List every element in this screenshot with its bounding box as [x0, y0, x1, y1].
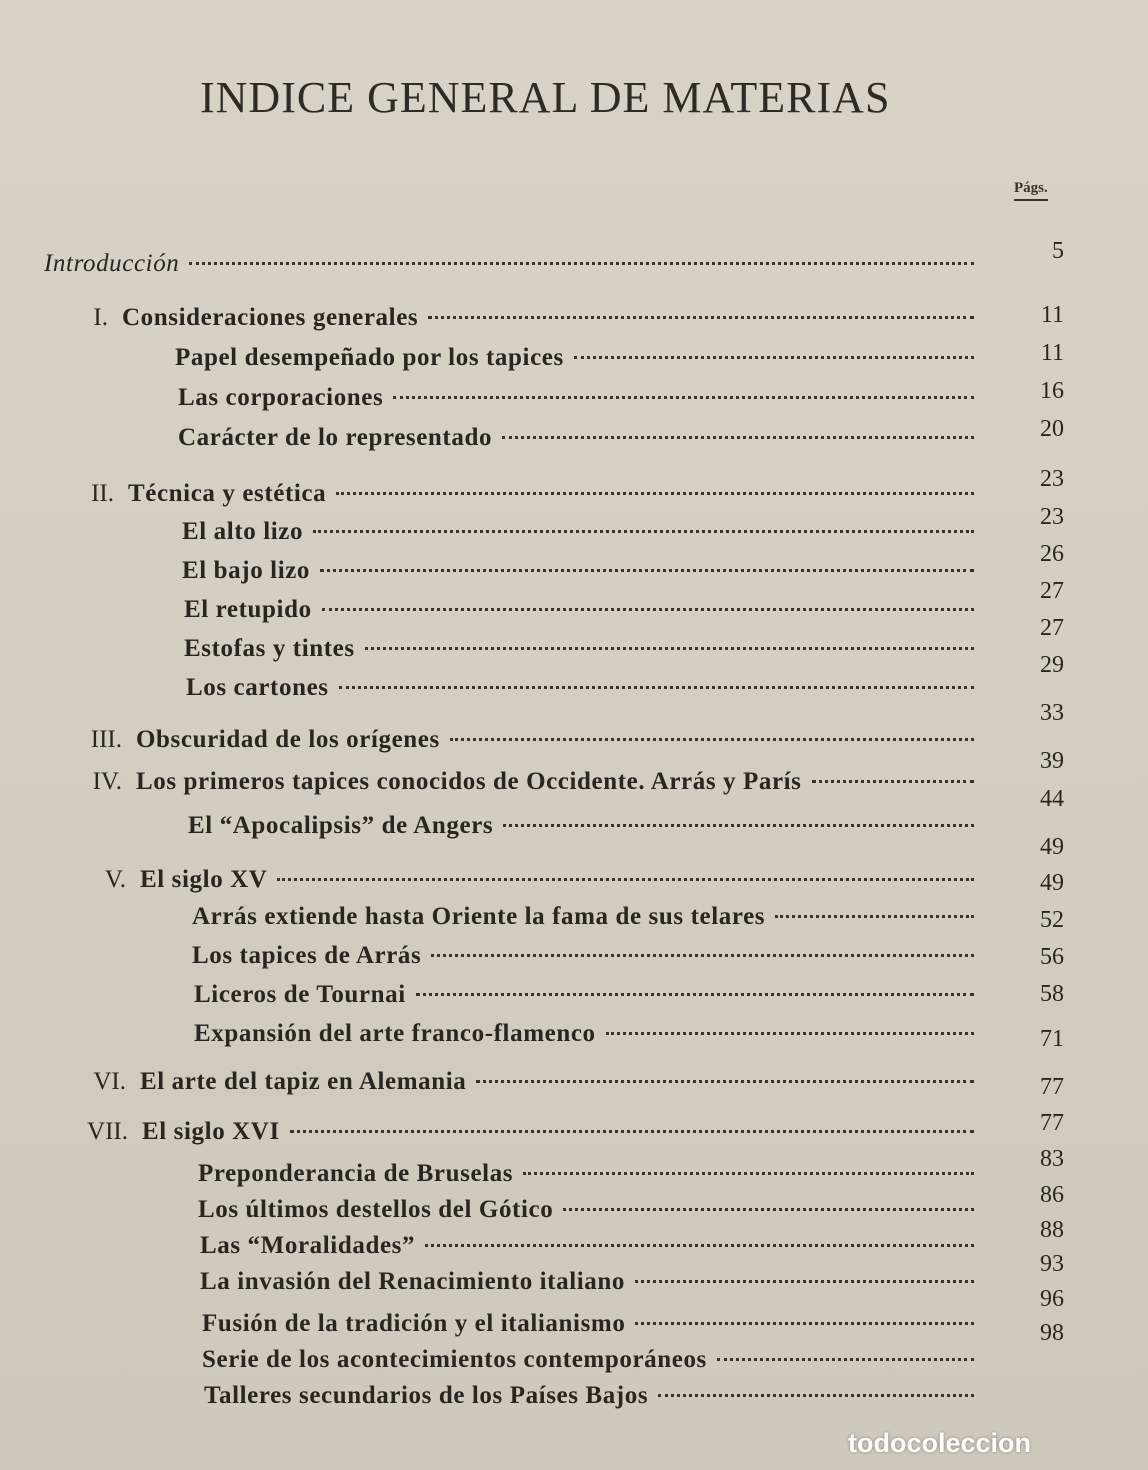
toc-entry-number: VII.: [87, 1118, 128, 1145]
toc-entry-label: Los tapices de Arrás: [192, 942, 422, 969]
toc-entry-label: Carácter de lo representado: [178, 424, 493, 451]
page-number: 26: [1040, 541, 1064, 567]
toc-entry-number: IV.: [92, 768, 122, 795]
toc-entry: [192, 903, 980, 935]
toc-entry-number: V.: [104, 866, 126, 893]
toc-entry: [74, 726, 980, 758]
page-number: 52: [1040, 907, 1064, 933]
page-number: 11: [1040, 302, 1064, 328]
dot-leader: [812, 780, 974, 783]
dot-leader: [503, 824, 974, 827]
toc-entry-label: El arte del tapiz en Alemania: [140, 1068, 467, 1095]
toc-entry-label: Obscuridad de los orígenes: [136, 726, 440, 753]
toc-entry-label: Talleres secundarios de los Países Bajos: [204, 1382, 649, 1409]
toc-entry: [202, 1310, 980, 1342]
dot-leader: [476, 1080, 974, 1083]
toc-entry: [90, 866, 980, 898]
dot-leader: [425, 1244, 974, 1247]
dot-leader: [502, 436, 974, 439]
toc-entry: [184, 596, 980, 628]
page-number: 23: [1040, 466, 1064, 492]
page-number: 58: [1040, 981, 1064, 1007]
toc-entry-label: La invasión del Renacimiento italiano: [200, 1268, 626, 1295]
toc-entry-label: Serie de los acontecimientos contemporáneos: [202, 1346, 707, 1373]
toc-entry-label: Arrás extiende hasta Oriente la fama de sus telares: [192, 903, 766, 930]
toc-entry: [198, 1196, 980, 1228]
toc-entry-label: Papel desempeñado por los tapices: [175, 344, 564, 371]
toc-entry: [76, 480, 980, 512]
page-number: 88: [1040, 1217, 1064, 1243]
toc-entry-label: Técnica y estética: [128, 480, 327, 507]
toc-entry-label: El alto lizo: [182, 518, 304, 545]
toc-entry: [202, 1346, 980, 1378]
dot-leader: [635, 1322, 974, 1325]
toc-entry-number: III.: [90, 726, 122, 753]
page-number: 29: [1040, 652, 1064, 678]
dot-leader: [336, 492, 974, 495]
toc-entry-label: Consideraciones generales: [122, 304, 419, 331]
toc-entry: [76, 1118, 980, 1150]
toc-entry: [192, 942, 980, 974]
toc-entry: [200, 1232, 980, 1264]
page-number: 77: [1040, 1074, 1064, 1100]
dot-leader: [431, 954, 974, 957]
dot-leader: [365, 647, 974, 650]
page-number: 27: [1040, 578, 1064, 604]
dot-leader: [290, 1130, 974, 1133]
toc-entry: [178, 384, 980, 416]
toc-entry-label: Preponderancia de Bruselas: [198, 1160, 514, 1187]
page-number: 11: [1040, 340, 1064, 366]
toc-entry-label: Los últimos destellos del Gótico: [198, 1196, 554, 1223]
page-number: 86: [1040, 1182, 1064, 1208]
toc-entry-number: II.: [91, 480, 114, 507]
dot-leader: [574, 356, 974, 359]
page-number: 39: [1040, 748, 1064, 774]
page-number: 49: [1040, 870, 1064, 896]
page-number: 5: [1052, 238, 1064, 264]
toc-entry-label: El bajo lizo: [182, 557, 311, 584]
toc-entry-label: El siglo XV: [140, 866, 268, 893]
dot-leader: [658, 1394, 974, 1397]
dot-leader: [606, 1032, 974, 1035]
toc-entry-label: El “Apocalipsis” de Angers: [188, 812, 494, 839]
dot-leader: [563, 1208, 974, 1211]
page-title: INDICE GENERAL DE MATERIAS: [200, 73, 891, 122]
toc-entry: [76, 768, 980, 800]
toc-entry: [194, 1020, 980, 1052]
page-number: 23: [1040, 504, 1064, 530]
dot-leader: [635, 1280, 974, 1283]
dot-leader: [775, 915, 974, 918]
dot-leader: [717, 1358, 974, 1361]
toc-entry-label: El siglo XVI: [142, 1118, 280, 1145]
toc-entry: [188, 812, 980, 844]
dot-leader: [277, 878, 974, 881]
dot-leader: [523, 1172, 974, 1175]
page-number: 56: [1040, 944, 1064, 970]
dot-leader: [313, 530, 974, 533]
toc-entry-number: I.: [93, 304, 108, 331]
page-number: 77: [1040, 1110, 1064, 1136]
toc-entry: [200, 1268, 980, 1300]
page-number: 27: [1040, 615, 1064, 641]
page-number: 33: [1040, 700, 1064, 726]
toc-entry: [184, 635, 980, 667]
toc-entry-label: Fusión de la tradición y el italianismo: [202, 1310, 626, 1337]
toc-entry-label: Los cartones: [186, 674, 329, 701]
toc-entry: [182, 557, 980, 589]
toc-entry: [182, 518, 980, 550]
page-number: 20: [1040, 416, 1064, 442]
dot-leader: [322, 608, 974, 611]
toc-entry: [198, 1160, 980, 1192]
page-number: 44: [1040, 786, 1064, 812]
toc-entry: [44, 250, 980, 282]
toc-entry: [175, 344, 980, 376]
toc-entry: [80, 1068, 980, 1100]
toc-entry-label: Introducción: [44, 250, 180, 277]
dot-leader: [339, 686, 974, 689]
toc-entry-number: VI.: [93, 1068, 126, 1095]
toc-entry: [178, 424, 980, 456]
page-number: 98: [1040, 1320, 1064, 1346]
toc-entry-label: Expansión del arte franco-flamenco: [194, 1020, 596, 1047]
toc-entry-label: Liceros de Tournai: [194, 981, 406, 1008]
toc-entry-label: Los primeros tapices conocidos de Occidente. Arrás y París: [136, 768, 802, 795]
dot-leader: [189, 262, 974, 265]
page-number: 16: [1040, 378, 1064, 404]
dot-leader: [393, 396, 974, 399]
dot-leader: [450, 738, 974, 741]
toc-entry: [204, 1382, 980, 1414]
dot-leader: [428, 316, 974, 319]
toc-entry: [186, 674, 980, 706]
pages-column-header: Págs.: [1014, 180, 1048, 201]
toc-entry: [194, 981, 980, 1013]
page-number: 83: [1040, 1146, 1064, 1172]
page-number: 93: [1040, 1251, 1064, 1277]
page-number: 49: [1040, 834, 1064, 860]
toc-entry: [80, 304, 980, 336]
toc-entry-label: El retupido: [184, 596, 312, 623]
dot-leader: [416, 993, 974, 996]
toc-entry-label: Estofas y tintes: [184, 635, 355, 662]
page-number: 71: [1040, 1026, 1064, 1052]
toc-entry-label: Las “Moralidades”: [200, 1232, 416, 1259]
page-number: 96: [1040, 1286, 1064, 1312]
watermark: todocoleccion: [848, 1428, 1032, 1458]
dot-leader: [320, 569, 974, 572]
toc-entry-label: Las corporaciones: [178, 384, 384, 411]
